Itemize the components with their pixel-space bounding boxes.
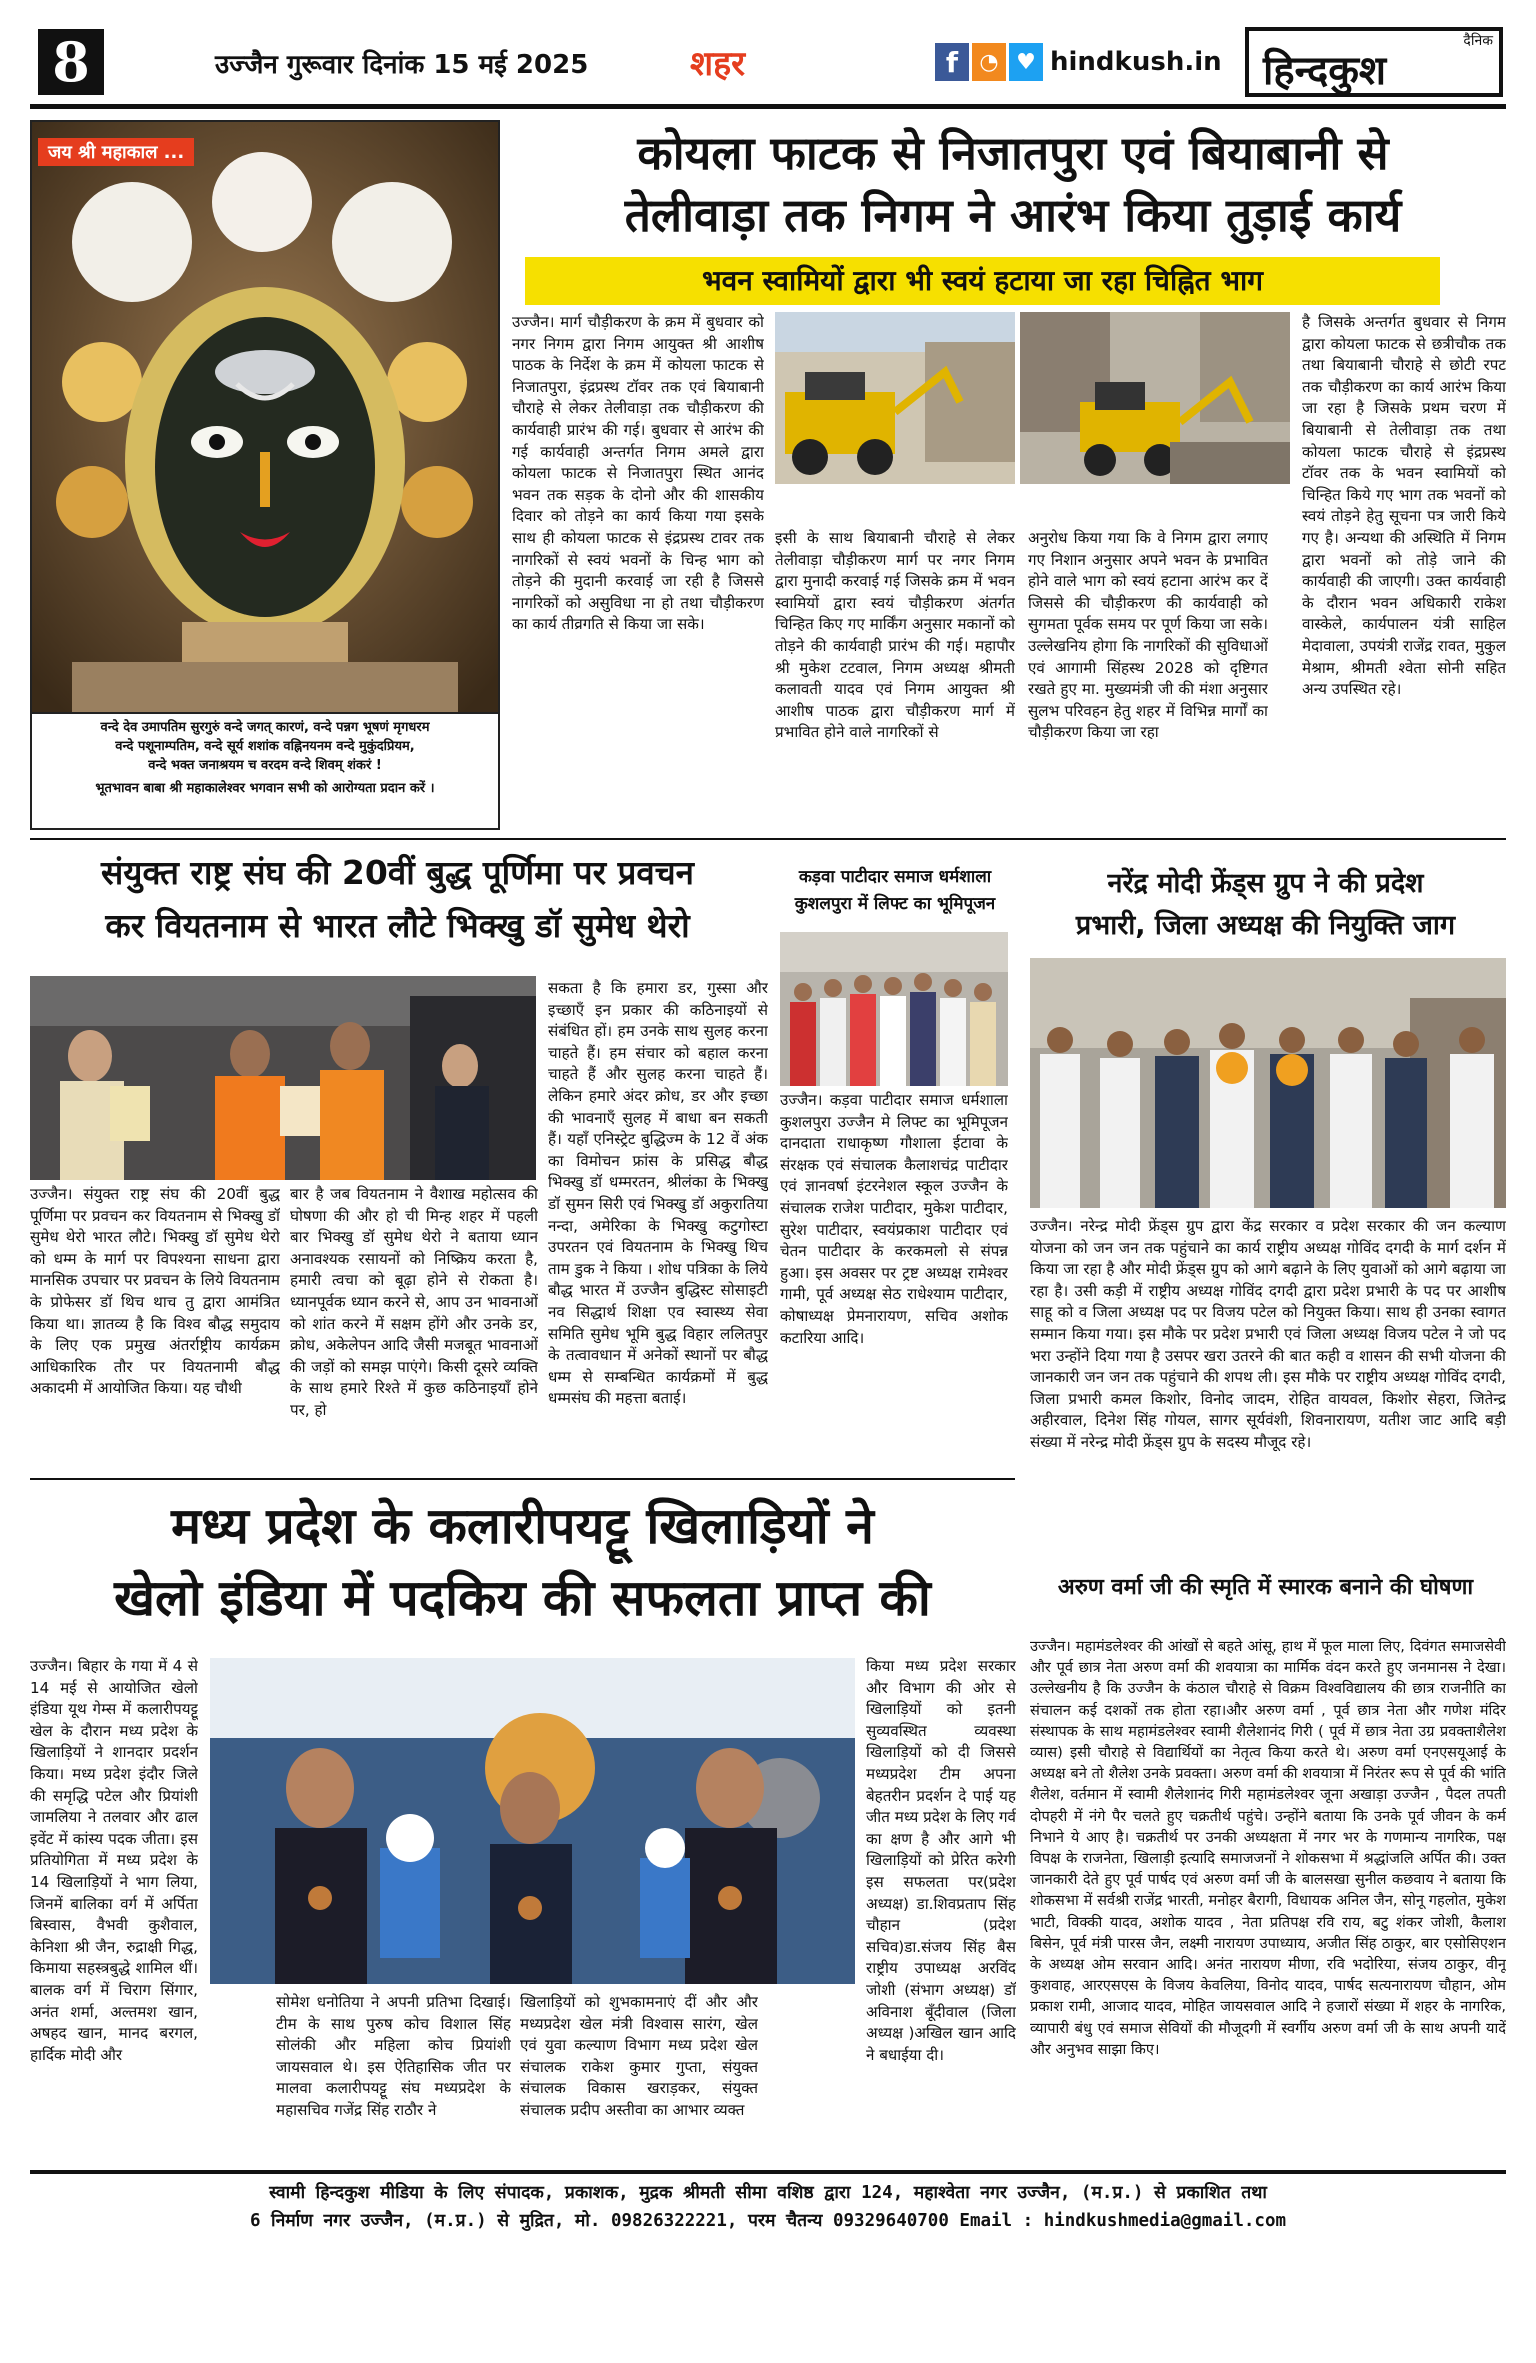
mahakal-tag: जय श्री महाकाल ...	[38, 138, 194, 166]
demolition-photo-1	[775, 312, 1015, 484]
buddha-col-2: बार है जब वियतनाम ने वैशाख महोत्सव की घोषणा की और हो ची मिन्ह शहर में पहली बार भिक्खु डॉ सुमेध थेरो ने बताया ध्यान अनावश्यक रसायनों को निष्क्रिय करता है, हमारी त्वचा को बूढ़ा होने से रोकता है। ध्यानपूर्वक ध्यान करने से, आप उन भावनाओं को शांत करने में सक्षम होंगे और उनके डर, क्रोध, अकेलेपन आदि जैसी मजबूत भावनाओं की जड़ों को समझ पाएंगे। किसी दूसरे व्यक्ति के साथ हमारे रिश्ते में कुछ कठिनाइयाँ होने पर, हो	[290, 1185, 538, 1419]
kalari-col-1: उज्जैन। बिहार के गया में 4 से 14 मई से आयोजित खेलो इंडिया यूथ गेम्स में कलारीपयट्टू खेल के दौरान मध्य प्रदेश के खिलाड़ियों ने शानदार प्रदर्शन किया। मध्य प्रदेश इंदौर जिले की समृद्धि पटेल और प्रियांशी जामलिया ने तलवार और ढाल इवेंट में कांस्य पदक जीता। इस प्रतियोगिता में मध्य प्रदेश के 14 खिलाड़ियों ने भाग लिया, जिनमें बालिका वर्ग में अर्पिता बिस्वास, वैभवी कुशैवाल, केनिशा श्री जैन, रुद्राक्षी गिद्ध, किमाया सहस्त्रबुद्धे शामिल थीं। बालक वर्ग में चिराग सिंगार, अनंत शर्मा, अल्तमश खान, अषहद खान, मानद बरगल, हार्दिक मोदी और	[30, 1657, 198, 2064]
buddha-headline-1: संयुक्त राष्ट्र संघ की 20वीं बुद्ध पूर्णिमा पर प्रवचन	[101, 853, 694, 892]
lead-subhead: भवन स्वामियों द्वारा भी स्वयं हटाया जा रहा चिह्नित भाग	[525, 257, 1440, 305]
dateline: उज्जैन गुरूवार दिनांक 15 मई 2025	[215, 50, 589, 80]
lead-col-1: उज्जैन। मार्ग चौड़ीकरण के क्रम में बुधवार को नगर निगम द्वारा निगम आयुक्त श्री आशीष पाठक के निर्देश के क्रम में कोयला फाटक से निजातपुरा, इंद्रप्रस्थ टॉवर तक एवं बियाबानी चौराहे से लेकर तेलीवाड़ा तक चौड़ीकरण की कार्यवाही प्रारंभ की गई। बुधवार से आरंभ की गई कार्यवाही अन्तर्गत निगम अमले द्वारा कोयला फाटक से निजातपुरा स्थित आनंद भवन तक सड़क के दोनो और की शासकीय दिवार को तोड़ने का कार्य किया गया इसके साथ ही कोयला फाटक से इंद्रप्रस्थ टावर तक नागरिकों से स्वयं भवनों के चिन्ह भाग को तोड़ने की मुदानी करवाई जा रही है जिससे नागरिकों को असुविधा ना हो तथा चौड़ीकरण का कार्य तीव्रगति से किया जा सके।	[512, 313, 764, 634]
buddha-headline-2: कर वियतनाम से भारत लौटे भिक्खु डॉ सुमेध थेरो	[105, 906, 690, 945]
paper-small: दैनिक	[1463, 33, 1493, 49]
mahakal-photo	[32, 122, 498, 712]
kalari-col-2: सोमेश धनोतिया ने अपनी प्रतिभा दिखाई। टीम के साथ पुरुष कोच विशाल सिंह सोलंकी और महिला कोच प्रियांशी जायसवाल थे। इस ऐतिहासिक जीत पर मालवा कलारीपयट्टू संघ मध्यप्रदेश के महासचिव गजेंद्र सिंह राठौर ने	[276, 1993, 511, 2119]
masthead-rule	[30, 104, 1506, 109]
arun-body: उज्जैन। महामंडलेश्वर की आंखों से बहते आंसू, हाथ में फूल माला लिए, दिवंगत समाजसेवी और पूर्व छात्र नेता अरुण वर्मा की शवयात्रा का मार्मिक वंदन करते हुए जनमानस ने देखा। उल्लेखनीय है कि उज्जैन के कंठाल चौराहे से विक्रम विश्वविद्यालय की छात्र राजनीति का संचालन कई दशकों तक होता रहा।और अरुण वर्मा , पूर्व छात्र नेता और गणेश मंदिर संस्थापक के साथ महामंडलेश्वर स्वामी शैलेशानंद गिरी ( पूर्व में छात्र नेता उग्र प्रवक्ताशैलेश व्यास) इसी चौराहे से विद्यार्थियों का नेतृत्व किया करते थे। अरुण वर्मा एनएसयूआई के अध्यक्ष बने तो शैलेश उनके प्रवक्ता। अरुण वर्मा की शवयात्रा में निरंतर रूप से पूर्व की भांति शैलेश, वर्तमान में स्वामी शैलेशानंद गिरी महामंडलेश्वर जूना अखाड़ा उज्जैन , पैदल तपती दोपहरी में नंगे पैर चलते हुए चक्रतीर्थ पहुंचे। उन्होंने बताया कि उनके पूर्व जीवन के कर्म निभाने ये आए है। चक्रतीर्थ पर उनकी अध्यक्षता में नगर भर के गणमान्य नागरिक, पक्ष विपक्ष के राजनेता, खिलाड़ी इत्यादि समाजजनों ने शोकसभा में श्रद्धांजलि अर्पित की। उक्त जानकारी देते हुए पूर्व पार्षद एवं अरुण वर्मा जी के बालसखा सुनील कछवाय ने बताया कि शोकसभा में सर्वश्री राजेंद्र भारती, मनोहर बैरागी, विधायक अनिल जैन, सोनू गहलोत, मुकेश भाटी, विक्की यादव, अशोक यादव , नेता प्रतिपक्ष रवि राय, बटु शंकर जोशी, कैलाश बिसेन, पूर्व मंत्री पारस जैन, लक्ष्मी नारायण उपाध्याय, अजीत सिंह ठाकुर, बार एसोसिएशन के अध्यक्ष ओम सरवान आदि। अनंत नारायण मीणा, रवि भदोरिया, संजय ठाकुर, वीनू कुशवाह, आरएसएस के विजय केवलिया, विनोद यादव, पार्षद सत्यनारायण चौहान, ओम प्रकाश रामी, आजाद यादव, मोहित जायसवाल आदि ने हजारों संख्या में शहर के नागरिक, व्यापारी बंधु एवं समाज सेवियों की मौजूदगी में स्वर्गीय अरुण वर्मा जी के साथ अपनी यादें और अनुभव साझा किए।	[1030, 1638, 1506, 2058]
kalari-headline-1: मध्य प्रदेश के कलारीपयट्टू खिलाड़ियों ने	[171, 1497, 874, 1555]
kalari-photo	[210, 1658, 855, 1984]
kalari-col-4: किया मध्य प्रदेश सरकार और विभाग की ओर से खिलाड़ियों को इतनी सुव्यवस्थित व्यवस्था खिलाड़ियों को दी जिससे मध्यप्रदेश टीम अपना बेहतरीन प्रदर्शन दे पाई यह जीत मध्य प्रदेश के लिए गर्व का क्षण है और आगे भी खिलाड़ियों को प्रेरित करेगी इस सफलता पर(प्रदेश अध्यक्ष) डा.शिवप्रताप सिंह चौहान (प्रदेश सचिव)डा.संजय सिंह बैस राष्ट्रीय उपाध्यक्ष अरविंद जोशी (संभाग अध्यक्ष) डॉ अविनाश बूँदीवाल (जिला अध्यक्ष )अखिल खान आदि ने बधाईया दी।	[866, 1657, 1016, 2064]
buddha-col-1: उज्जैन। संयुक्त राष्ट्र संघ की 20वीं बुद्ध पूर्णिमा पर प्रवचन कर वियतनाम से भिक्खु डॉ सुमेध थेरो भारत लौटे। भिक्खु डॉ सुमेध थेरो को धम्म के मार्ग पर विपश्यना साधना द्वारा मानसिक उपचार पर प्रवचन के लिये वियतनाम के प्रोफेसर डॉ थिच थाच तु द्वारा आमंत्रित किया था। ज्ञातव्य है कि विश्व बौद्ध समुदाय के लिए एक प्रमुख अंतर्राष्ट्रीय कार्यक्रम आधिकारिक तौर पर वियतनामी बौद्ध अकादमी में आयोजित किया। यह चौथी	[30, 1185, 280, 1398]
rule-lead-bottom	[30, 838, 1506, 840]
demolition-photo-2	[1020, 312, 1290, 484]
imprint-line-1: स्वामी हिन्दकुश मीडिया के लिए संपादक, प्रकाशक, मुद्रक श्रीमती सीमा वशिष्ठ द्वारा 124, महाश्वेता नगर उज्जैन, (म.प्र.) से प्रकाशित तथा	[269, 2183, 1267, 2203]
page-number: 8	[38, 29, 104, 95]
prayer-line: वन्दे पशूनाम्पतिम, वन्दे सूर्य शशांक वह्निनयनम वन्दे मुकुंदप्रियम,	[115, 739, 415, 754]
patidar-headline-1: कड़वा पाटीदार समाज धर्मशाला	[798, 867, 992, 887]
lead-headline-1: कोयला फाटक से निजातपुरा एवं बियाबानी से	[637, 126, 1389, 180]
footer-rule	[30, 2170, 1506, 2174]
lead-col-3: अनुरोध किया गया कि वे निगम द्वारा लगाए गए निशान अनुसार अपने भवन के प्रभावित होने वाले भाग को स्वयं हटाना आरंभ कर दें जिससे की चौड़ीकरण की कार्यवाही को सुगमता पूर्वक समय पर पूर्ण किया जा सके। उल्लेखनिय होगा कि नागरिकों की सुविधाओं एवं आगामी सिंहस्थ 2028 को दृष्टिगत रखते हुए मा. मुख्यमंत्री जी की मंशा अनुसार सुलभ परिवहन हेतु शहर में विभिन्न मार्गों का चौड़ीकरण किया जा रहा	[1028, 529, 1268, 742]
twitter-icon[interactable]: ♥	[1009, 43, 1043, 81]
patidar-headline-2: कुशलपुरा में लिफ्ट का भूमिपूजन	[794, 894, 996, 914]
paper-name: हिन्दकुश	[1263, 47, 1387, 94]
patidar-photo	[780, 932, 1008, 1086]
modi-headline-2: प्रभारी, जिला अध्यक्ष की नियुक्ति जाग	[1075, 910, 1456, 941]
modi-photo	[1030, 958, 1506, 1208]
lead-col-4: है जिसके अन्तर्गत बुधवार से निगम द्वारा कोयला फाटक से छत्रीचौक तक तथा बियाबानी चौराहे से छोटी रपट तक चौड़ीकरण का कार्य आरंभ किया जा रहा है जिसके प्रथम चरण में बियाबानी से तेलीवाड़ा तक तथा कोयला फाटक चौराहे से इंद्रप्रस्थ टॉवर तक के भवन स्वामियों को चिन्हित किये गए भाग तक भवनों को स्वयं तोड़ने हेतु सूचना पत्र जारी किये गए है। अन्यथा की अस्थिति में निगम द्वारा भवनों को तोड़े जाने की कार्यवाही की जाएगी। उक्त कार्यवाही के दौरान भवन अधिकारी राकेश वास्केले, कार्यपालन यंत्री साहिल मेदावाला, उपयंत्री राजेंद्र रावत, मुकुल मेश्राम, श्रीमती श्वेता सोनी सहित अन्य उपस्थित रहे।	[1302, 313, 1506, 699]
imprint-line-2: 6 निर्माण नगर उज्जैन, (म.प्र.) से मुद्रित, मो. 09826322221, परम चैतन्य 09329640700 Email : hindkushmedia@gmail.com	[249, 2211, 1287, 2231]
facebook-icon[interactable]: f	[935, 43, 969, 81]
prayer-line: वन्दे देव उमापतिम सुरगुरुं वन्दे जगत् कारणं, वन्दे पन्नग भूषणं मृगधरम	[100, 720, 430, 735]
mahakal-panel	[30, 120, 500, 830]
mahakal-blessing: भूतभावन बाबा श्री महाकालेश्वर भगवान सभी को आरोग्यता प्रदान करें ।	[95, 781, 435, 796]
kalari-headline-2: खेलो इंडिया में पदकिय की सफलता प्राप्त की	[114, 1569, 931, 1627]
lead-headline-2: तेलीवाड़ा तक निगम ने आरंभ किया तुड़ाई कार्य	[624, 188, 1402, 242]
section-label: शहर	[690, 44, 746, 84]
kalari-col-3: खिलाड़ियों को शुभकामनाएं दीं और और मध्यप्रदेश खेल मंत्री विश्वास सारंग, खेल एवं युवा कल्याण विभाग मध्य प्रदेश खेल संचालक राकेश कुमार गुप्ता, संयुक्त संचालक विकास खराड़कर, संयुक्त संचालक प्रदीप अस्तीवा का आभार व्यक्त	[520, 1993, 758, 2119]
arun-headline: अरुण वर्मा जी की स्मृति में स्मारक बनाने की घोषणा	[1057, 1575, 1474, 1600]
mahakal-caption	[32, 712, 498, 828]
masthead	[30, 25, 1506, 101]
rule-mid	[30, 1478, 1015, 1480]
lead-col-2: इसी के साथ बियाबानी चौराहे से लेकर तेलीवाड़ा चौड़ीकरण मार्ग पर नगर निगम द्वारा मुनादी करवाई गई जिसके क्रम में भवन स्वामियों द्वारा स्वयं चौड़ीकरण अंतर्गत चिन्हित किए गए मार्किंग अनुसार मकानों को तोड़ने की कार्यवाही प्रारंभ की गई। महापौर श्री मुकेश टटवाल, निगम अध्यक्ष श्रीमती कलावती यादव एवं निगम आयुक्त श्री आशीष पाठक द्वारा चौड़ीकरण मार्ग में प्रभावित होने वाले नागरिकों से	[775, 529, 1015, 742]
patidar-body: उज्जैन। कड़वा पाटीदार समाज धर्मशाला कुशलपुरा उज्जैन मे लिफ्ट का भूमिपूजन दानदाता राधाकृष्ण गौशाला ईटावा के संरक्षक एवं संचालक कैलाशचंद्र पाटीदार एवं ज्ञानवर्षा इंटरनेशल स्कूल उज्जैन के संचालक राजेश पाटीदार, मुकेश पाटीदार, सुरेश पाटीदार, स्वयंप्रकाश पाटीदार एवं चेतन पाटीदार के करकमलो से संपन्न हुआ। इस अवसर पर ट्रष्ट अध्यक्ष रामेश्वर गामी, पूर्व अध्यक्ष सेठ राधेश्याम पाटीदार, कोषाध्यक्ष प्रेमनारायण, सचिव अशोक कटारिया आदि।	[780, 1091, 1008, 1347]
paper-logo	[1245, 27, 1503, 97]
website-link[interactable]: hindkush.in	[1050, 47, 1222, 77]
modi-body: उज्जैन। नरेन्द्र मोदी फ्रेंड्स ग्रुप द्वारा केंद्र सरकार व प्रदेश सरकार की जन कल्याण योजना को जन जन तक पहुंचाने का कार्य राष्ट्रीय अध्यक्ष गोविंद दगदी के मार्ग दर्शन में किया जा रहा है और मोदी फ्रेंड्स ग्रुप को आगे बढ़ाने के लिए युवाओं को आगे बढ़ाया जा रहा है। उसी कड़ी में राष्ट्रीय अध्यक्ष गोविंद दगदी द्वारा प्रदेश प्रभारी के पद पर आशीष साहू को व जिला अध्यक्ष पद पर विजय पटेल को नियुक्त किया। साथ ही उनका स्वागत सम्मान किया गया। इस मौके पर प्रदेश प्रभारी एवं जिला अध्यक्ष विजय पटेल ने जो पद भरा उन्होंने दिया गया है उसपर खरा उतरने की बात कही व शासन की सभी योजना की जानकारी जन जन तक पहुंचाने की शपथ ली। इस मौके पर राष्ट्रीय अध्यक्ष गोविंद दगदी, जिला प्रभारी कमल किशोर, विनोद जादम, रोहित वायवल, किशोर सेहरा, जितेन्द्र अहीरवाल, दिनेश सिंह गोयल, सागर सूर्यवंशी, शिवनारायण, यतीश जाट आदि बड़ी संख्या में नरेन्द्र मोदी फ्रेंड्स ग्रुप के सदस्य मौजूद रहे।	[1030, 1217, 1506, 1451]
buddha-photo	[30, 976, 536, 1180]
modi-headline-1: नरेंद्र मोदी फ्रेंड्स ग्रुप ने की प्रदेश	[1107, 868, 1424, 899]
rss-icon[interactable]: ◔	[972, 43, 1006, 81]
prayer-line: वन्दे भक्त जनाश्रयम च वरदम वन्दे शिवम् शंकरं !	[148, 758, 382, 773]
buddha-col-3: सकता है कि हमारा डर, गुस्सा और इच्छाएँ इन प्रकार की कठिनाइयों से संबंधित हों। हम उनके साथ सुलह करना चाहते हैं। हम संचार को बहाल करना चाहते हैं और सुलह करना चाहते हैं। लेकिन हमारे अंदर क्रोध, डर और इच्छा की भावनाएँ सुलह में बाधा बन सकती हैं। यहाँ एनिस्ट्रेट बुद्धिज्म के 12 वें अंक का विमोचन फ्रांस के प्रसिद्ध बौद्ध भिक्खु डॉ धम्मरतन, श्रीलंका के भिक्खु डॉ सुमन सिरी एवं भिक्खु डॉ अकुरातिया नन्दा, अमेरिका के भिक्खु कटुगोस्टा उपरतन एवं वियतनाम के भिक्खु थिच ताम डुक ने किया । शोध पत्रिका के लिये बौद्ध भारत में उज्जैन बुद्धिस्ट सोसाइटी नव सिद्धार्थ शिक्षा एव स्वास्थ्य सेवा समिति सुमेध भूमि बुद्ध विहार ललितपुर के तत्वावधान में अनेकों स्थानों पर बौद्ध धम्म से सम्बन्धित कार्यक्रमों में बुद्ध धम्मसंघ की महत्ता बताई।	[548, 979, 768, 1408]
